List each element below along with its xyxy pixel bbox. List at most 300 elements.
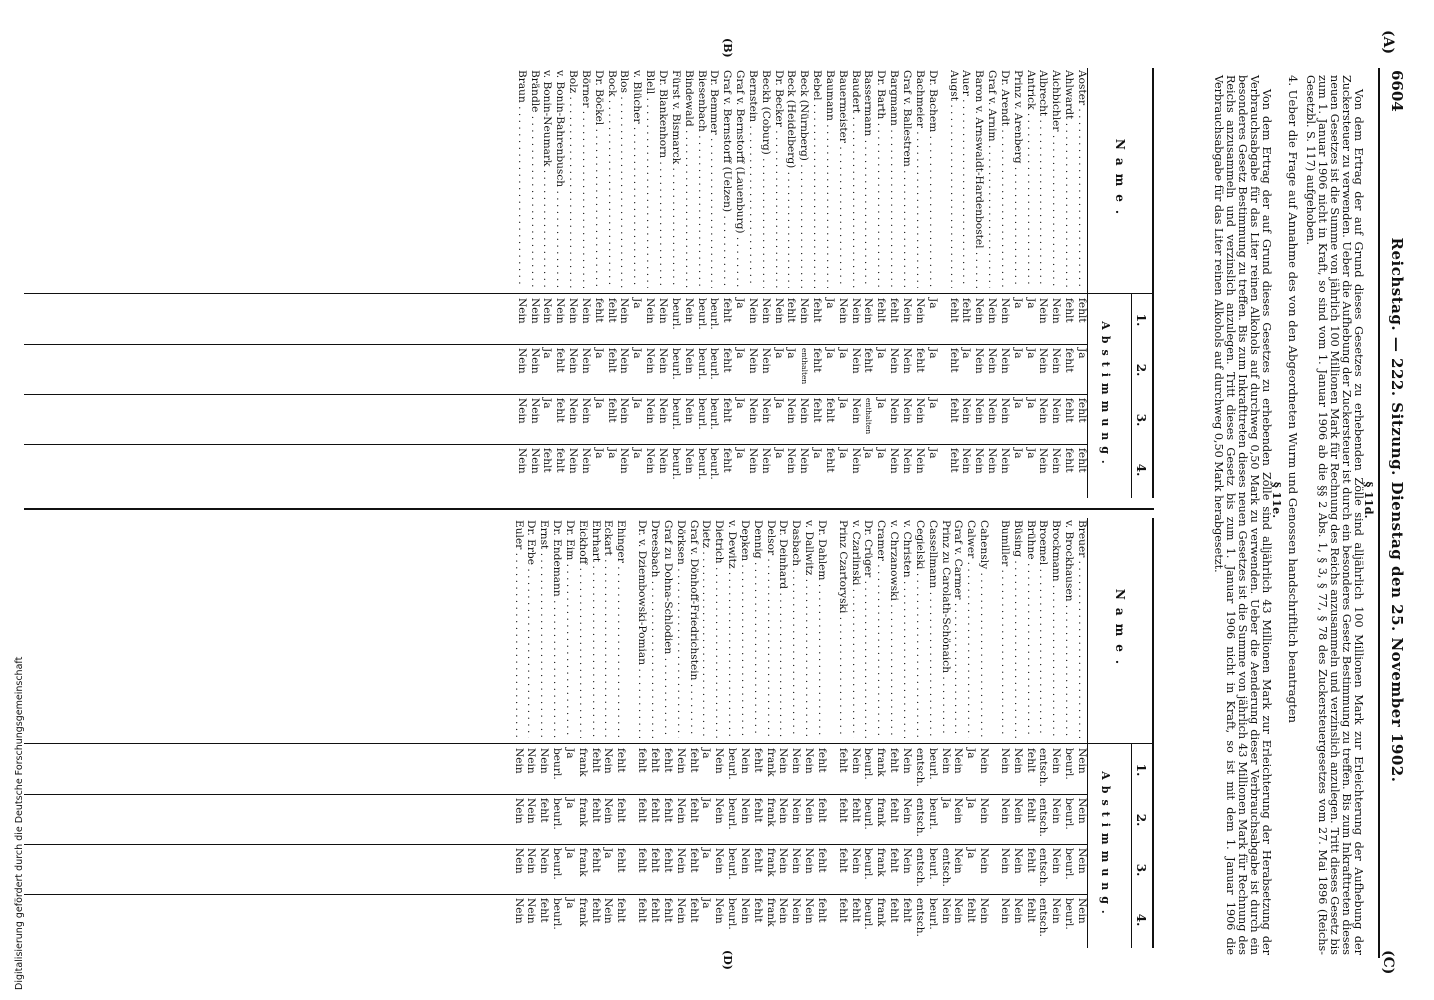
vote-cell-1: fehlt [687, 748, 700, 773]
table-row [614, 518, 627, 948]
member-name: v. Chrzanowski . . . [887, 520, 900, 738]
vote-cell-3: Nein [1011, 848, 1024, 874]
table-row [553, 68, 566, 498]
vote-cell-1: Nein [512, 748, 525, 774]
member-name: v. Bonin-Bahrenbusch . . . [553, 70, 566, 288]
vote-cell-4: beurl. [551, 898, 564, 930]
digitization-note-strip [0, 0, 25, 1000]
vote-cell-2: fehlt [1063, 348, 1076, 373]
vote-cell-2: Nein [682, 348, 695, 374]
vote-cell-3: Nein [713, 848, 726, 874]
vote-cell-2: Nein [777, 798, 790, 824]
column-header-3: 3. [1134, 863, 1148, 877]
member-name: Brändle . . . [528, 70, 541, 288]
column-header-4: 4. [1134, 463, 1148, 477]
vote-cell-3: Ja [700, 848, 713, 859]
vote-cell-3: enthalten [864, 398, 874, 435]
vote-cell-3: Nein [738, 848, 751, 874]
member-name: Bebel . . . [810, 70, 823, 288]
vote-cell-4: Nein [1076, 898, 1088, 924]
vote-cell-4: fehlt [1024, 898, 1037, 923]
vote-cell-3: Nein [986, 398, 999, 424]
vote-cell-3: Nein [528, 398, 541, 424]
vote-cell-4: fehlt [1063, 448, 1076, 473]
member-name: Dennig . . . [751, 520, 764, 738]
vote-cell-3: beurl. [695, 398, 708, 430]
table-row [862, 68, 875, 498]
vote-cell-4: beurl. [726, 898, 739, 930]
column-header-abstimmung: Abstimmung. [1099, 321, 1112, 470]
vote-cell-4: frank [764, 898, 777, 927]
vote-cell-1: Nein [973, 298, 986, 324]
table-row [998, 518, 1011, 948]
vote-cell-2: beurl. [551, 798, 564, 830]
vote-cell-2: Ja [1076, 348, 1088, 359]
table-row [746, 68, 759, 498]
vote-cell-3: Nein [913, 398, 926, 424]
vote-cell-1: Nein [738, 748, 751, 774]
vote-cell-2: beurl. [695, 348, 708, 380]
vote-cell-4: Ja [811, 448, 824, 459]
margin-mark-a: (A) [1380, 30, 1396, 55]
member-name: Aoster . . . [1075, 70, 1088, 288]
vote-cell-3: Ja [965, 848, 978, 859]
vote-cell-1: Nein [682, 298, 695, 324]
vote-cell-2: beurl. [708, 348, 721, 380]
member-name: Bock . . . [605, 70, 618, 288]
table-row [972, 68, 985, 498]
member-name: Eckart . . . [602, 520, 615, 738]
vote-cell-2: beurl. [669, 348, 682, 380]
margin-mark-b: (B) [721, 38, 734, 58]
member-name: v. Christen . . . [900, 520, 913, 738]
vote-cell-4: Ja [734, 448, 747, 459]
vote-rows-left [515, 68, 1088, 498]
member-name: Dr. Endemann . . . [550, 520, 563, 738]
vote-cell-2: fehlt [687, 798, 700, 823]
member-name: Bauermeister . . . [836, 70, 849, 288]
table-row [537, 518, 550, 948]
vote-cell-4: Nein [759, 448, 772, 474]
vote-cell-2: fehlt [849, 798, 862, 823]
header-separator [1131, 293, 1132, 498]
member-name: v. Bonin-Neumark . . . [541, 70, 554, 288]
member-name: Dr. Eim . . . [563, 520, 576, 738]
vote-cell-2: Ja [960, 348, 973, 359]
vote-cell-1: Nein [674, 748, 687, 774]
vote-cell-1: fehlt [1024, 748, 1037, 773]
vote-cell-3: Nein [777, 848, 790, 874]
table-row [900, 68, 913, 498]
vote-cell-3: Nein [888, 398, 901, 424]
vote-cell-1: fehlt [649, 748, 661, 773]
vote-cell-3: Nein [746, 398, 759, 424]
vote-cell-2: fehlt [862, 348, 875, 373]
vote-cell-2: beurl. [1063, 798, 1076, 830]
vote-cell-2: Ja [836, 348, 849, 359]
vote-cell-4: fehlt [649, 898, 661, 923]
vote-cell-4: Nein [973, 448, 986, 474]
vote-cell-4: fehlt [615, 898, 628, 923]
table-row [541, 68, 554, 498]
vote-cell-3: Nein [952, 848, 965, 874]
vote-cell-3: entsch. [939, 848, 952, 887]
table-row [887, 68, 900, 498]
table-row [1075, 518, 1088, 948]
vote-cell-2: fehlt [538, 798, 551, 823]
table-row [913, 518, 926, 948]
vote-cell-4: Nein [998, 448, 1011, 474]
vote-cell-4: fehlt [751, 898, 764, 923]
table-row [630, 68, 643, 498]
column-header-name: Name. [1088, 68, 1152, 294]
column-header-abstimmung: Abstimmung. [1099, 771, 1112, 920]
vote-cell-4: Ja [1024, 448, 1037, 459]
table-row [939, 518, 952, 948]
vote-cell-1: frank [764, 748, 777, 777]
vote-cell-4: fehlt [541, 448, 554, 473]
table-row [605, 68, 618, 498]
vote-cell-3: fehlt [1076, 398, 1088, 423]
vote-cell-1: Nein [803, 748, 816, 774]
member-name: Beck (Heidelberg) . . . [785, 70, 798, 288]
vote-cell-2: Nein [746, 348, 759, 374]
table-row [1049, 68, 1062, 498]
vote-cell-3: Ja [926, 398, 939, 409]
vote-cell-2: Nein [512, 798, 525, 824]
vote-cell-2: Nein [978, 798, 991, 824]
vote-cell-2: Ja [592, 348, 605, 359]
vote-cell-4: Nein [1050, 898, 1063, 924]
vote-cell-3: Nein [759, 398, 772, 424]
vote-cell-4: Nein [978, 898, 991, 924]
vote-cell-1: fehlt [785, 298, 798, 323]
vote-cell-2: Nein [713, 798, 726, 824]
vote-cell-2: fehlt [751, 798, 764, 823]
member-name: v. Czarlinski . . . [849, 520, 862, 738]
member-name: Dr. Bemmer . . . [708, 70, 721, 288]
vote-cell-1: Nein [998, 298, 1011, 324]
member-name: Graf v. Bernstorff (Uelzen) . . . [720, 70, 733, 288]
vote-cell-1: Nein [777, 748, 790, 774]
member-name: Graf v. Dönhoff-Friedrichstein . . . [687, 520, 700, 738]
vote-cell-4: fehlt [849, 898, 862, 923]
table-row [720, 68, 733, 498]
member-name: Baumann . . . [823, 70, 836, 288]
vote-cell-3: beurl. [1063, 848, 1076, 880]
column-header-1: 1. [1134, 763, 1148, 777]
table-row [785, 68, 798, 498]
vote-cell-3: fehlt [589, 848, 602, 873]
table-row [836, 518, 849, 948]
member-name: Bassermann . . . [862, 70, 875, 288]
member-name: Dr. Böckel . . . [592, 70, 605, 288]
table-row [525, 518, 538, 948]
vote-cell-4: fehlt [661, 898, 674, 923]
vote-cell-4: Ja [1011, 448, 1024, 459]
vote-cell-1: beurl. [695, 298, 708, 330]
member-name: Büsing . . . [1011, 520, 1024, 738]
member-name: Dreesbach . . . [648, 520, 661, 738]
vote-cell-3: Nein [1050, 848, 1063, 874]
member-name: Bachmeier . . . [913, 70, 926, 288]
member-name: Graf v. Arnim . . . [985, 70, 998, 288]
member-name: Biesenbach . . . [695, 70, 708, 288]
vote-cell-1: beurl. [1063, 748, 1076, 780]
vote-cell-2: Nein [644, 348, 657, 374]
vote-cell-3: Nein [849, 398, 862, 424]
vote-cell-3: fehlt [1063, 398, 1076, 423]
vote-cell-3: fehlt [811, 398, 824, 423]
vote-cell-1: Nein [541, 298, 554, 324]
vote-cell-4: Nein [986, 448, 999, 474]
member-name: Cramer . . . [875, 520, 888, 738]
vote-cell-4: fehlt [965, 898, 978, 923]
vote-cell-2: Nein [602, 798, 615, 824]
vote-cell-3: Nein [682, 398, 695, 424]
table-row [802, 518, 815, 948]
vote-cell-1: fehlt [811, 298, 824, 323]
vote-cell-2: Ja [1011, 348, 1024, 359]
vote-cell-2: entsch. [913, 798, 926, 837]
vote-cell-2: fehlt [661, 798, 674, 823]
vote-cell-1: Ja [926, 298, 939, 309]
vote-cell-4: fehlt [636, 898, 649, 923]
table-row [759, 68, 772, 498]
member-name: Albrecht . . . [1037, 70, 1050, 288]
vote-cell-2: Nein [657, 348, 669, 374]
table-row [576, 518, 589, 948]
member-name: Dr. Bachem . . . [926, 70, 939, 288]
table-row [643, 68, 656, 498]
column-header-name: Name. [1088, 518, 1152, 744]
vote-cell-2: Ja [631, 348, 644, 359]
vote-cell-3: Nein [579, 398, 592, 424]
member-name: Calwer . . . [964, 520, 977, 738]
vote-cell-3: Ja [563, 848, 576, 859]
vote-cell-3: fehlt [815, 848, 828, 873]
vote-cell-1: Nein [998, 748, 1011, 774]
member-name: Brühne . . . [1024, 520, 1037, 738]
vote-cell-2: fehlt [615, 798, 628, 823]
row-gap [828, 518, 836, 948]
vote-cell-4: Ja [605, 448, 618, 459]
vote-cell-1: entsch. [913, 748, 926, 787]
vote-cell-1: Nein [849, 748, 862, 774]
vote-cell-4: Ja [926, 448, 939, 459]
member-name: Prinz zu Carolath-Schönaich . . . [939, 520, 952, 738]
table-row [738, 518, 751, 948]
vote-cell-4: Nein [567, 448, 580, 474]
vote-cell-1: Ja [965, 748, 978, 759]
table-row [1024, 68, 1037, 498]
table-row [712, 518, 725, 948]
vote-cell-3: Nein [1037, 398, 1050, 424]
member-name: Euler . . . [512, 520, 525, 738]
member-name: Cassellmann . . . [926, 520, 939, 738]
vote-cell-3: beurl. [708, 398, 721, 430]
vote-cell-1: Nein [836, 298, 849, 324]
vote-cell-1: Nein [618, 298, 631, 324]
vote-cell-4: fehlt [947, 448, 960, 473]
vote-cell-1: Nein [986, 298, 999, 324]
table-row [926, 68, 939, 498]
vote-cell-1: beurl. [551, 748, 564, 780]
table-row [515, 68, 528, 498]
vote-cell-4: Nein [798, 448, 811, 474]
section-11e-text [1210, 75, 1272, 955]
vote-cell-4: Ja [862, 448, 875, 459]
vote-cell-1: fehlt [875, 298, 888, 323]
vote-cell-1: Nein [1037, 298, 1050, 324]
member-name: Brockmann . . . [1049, 520, 1062, 738]
table-row [1075, 68, 1088, 498]
vote-cell-3: frank [875, 848, 888, 877]
table-row [815, 518, 828, 948]
member-name: v. Dewitz . . . [725, 520, 738, 738]
column-header-4: 4. [1134, 913, 1148, 927]
vote-cell-1: Nein [525, 748, 538, 774]
vote-cell-4: beurl. [926, 898, 939, 930]
vote-cell-4: fehlt [901, 898, 914, 923]
vote-cell-3: Ja [631, 398, 644, 409]
vote-cell-2: Nein [1011, 798, 1024, 824]
table-row [725, 518, 738, 948]
vote-cell-3: fehlt [721, 398, 734, 423]
vote-cell-4: Nein [579, 448, 592, 474]
vote-cell-1: fehlt [636, 748, 649, 773]
vote-cell-1: Nein [713, 748, 726, 774]
vote-cell-4: fehlt [687, 898, 700, 923]
vote-table-right [24, 518, 1154, 948]
vote-cell-1: Nein [790, 748, 803, 774]
vote-cell-3: Nein [644, 398, 657, 424]
vote-cell-2: Nein [1050, 348, 1063, 374]
section-11e-paragraph: Von dem Ertrag der auf Grund dieses Gesetzes zu erhebenden Zölle sind alljährlich 43 Millionen Mark zur Erleichterung der Herabsetzung der Verbrauchsabgabe für das Liter reinen Alkohols auf durchweg 0,50 Mark zu verwenden. Ueber die Aenderung dieser Verbrauchsabgabe ist durch ein besonderes Gesetz Bestimmung zu treffen. Bis zum Inkrafttreten dieses neuen Gesetzes ist die Summe von jährlich 43 Millionen Mark für Rechnung des Reichs anzusammeln und verzinslich anzulegen. Tritt dieses Gesetz bis zum 1. Januar 1906 nicht in Kraft, so ist mit dem 1. Januar 1906 die Verbrauchsabgabe für das Liter reinen Alkohols auf durchweg 0,50 Mark herabgesetzt. [1212, 75, 1273, 955]
vote-cell-3: Ja [772, 398, 785, 409]
table-row [589, 518, 602, 948]
member-name: Dr. Blankenhorn . . . [656, 70, 669, 288]
vote-cell-2: Nein [618, 348, 631, 374]
vote-cell-4: Nein [849, 448, 862, 474]
vote-cell-2: fehlt [636, 798, 649, 823]
vote-cell-3: beurl. [669, 398, 682, 430]
page-title: Reichstag. — 222. Sitzung. Dienstag den 25. November 1902. [1388, 237, 1406, 783]
vote-cell-3: Ja [592, 398, 605, 409]
vote-cell-1: Ja [563, 748, 576, 759]
section-11d-paragraph: Von dem Ertrag der auf Grund dieses Gesetzes zu erhebenden Zölle sind alljährlich 100 Millionen Mark zur Erleichterung der Aufhebung der Zuckersteuer zu verwenden. Ueber die Aufhebung der Zuckersteuer ist durch ein besonderes Gesetz Bestimmung zu treffen. Bis zum Inkrafttreten dieses neuen Gesetzes ist die Summe von jährlich 100 Millionen Mark für Rechnung des Reichs anzusammeln und verzinslich anzulegen. Tritt dieses Gesetz bis zum 1. Januar 1906 nicht in Kraft, so sind vom 1. Januar 1906 ab die §§ 2 Abs. 1, § 3, § 77, § 78 des Zuckersteuergesetzes vom 27. Mai 1896 (Reichs-Gesetzbl. S. 117) aufgehoben. [1304, 75, 1365, 955]
table-row [985, 68, 998, 498]
vote-cell-1: Nein [579, 298, 592, 324]
table-row [751, 518, 764, 948]
member-name: Dr. Erbe . . . [525, 520, 538, 738]
vote-cell-4: Nein [888, 448, 901, 474]
vote-cell-2: Nein [579, 348, 592, 374]
member-name: Prinz v. Arenberg . . . [1011, 70, 1024, 288]
member-name: Graf v. Bernstorff (Lauenburg) . . . [733, 70, 746, 288]
member-name: Ehrhart . . . [589, 520, 602, 738]
vote-cell-2: enthalten [800, 348, 810, 385]
vote-cell-2: Nein [528, 348, 541, 374]
vote-cell-4: Nein [1050, 448, 1063, 474]
vote-cell-2: fehlt [836, 798, 849, 823]
vote-cell-2: Nein [973, 348, 986, 374]
vote-cell-2: Ja [875, 348, 888, 359]
member-name: Augst . . . [947, 70, 960, 288]
vote-cell-3: fehlt [615, 848, 628, 873]
vote-cell-3: Ja [875, 398, 888, 409]
vote-cell-4: beurl. [695, 448, 708, 480]
member-name: Delsor . . . [764, 520, 777, 738]
vote-cell-3: Nein [849, 848, 862, 874]
vote-cell-1: fehlt [605, 298, 618, 323]
table-row [900, 518, 913, 948]
member-name: Dr. Dahlem . . . [815, 520, 828, 738]
vote-cell-4: Nein [790, 898, 803, 924]
vote-cell-3: Nein [1076, 848, 1088, 874]
vote-cell-1: Ja [1024, 298, 1037, 309]
vote-cell-2: Nein [1050, 798, 1063, 824]
vote-cell-4: Nein [618, 448, 631, 474]
vote-cell-3: frank [764, 848, 777, 877]
vote-cell-2: beurl. [862, 798, 875, 830]
vote-cell-4: Nein [602, 898, 615, 924]
member-name: Cahensly . . . [977, 520, 990, 738]
table-row [823, 68, 836, 498]
table-row [772, 68, 785, 498]
vote-cell-4: Nein [952, 898, 965, 924]
vote-cell-3: Nein [512, 848, 525, 874]
vote-cell-2: Nein [952, 798, 965, 824]
member-name: Broemel . . . [1037, 520, 1050, 738]
vote-cell-3: beurl. [726, 848, 739, 880]
member-name: Bindewald . . . [682, 70, 695, 288]
table-row [1062, 68, 1075, 498]
table-row [964, 518, 977, 948]
vote-cell-1: fehlt [888, 298, 901, 323]
vote-cell-4: Nein [998, 898, 1011, 924]
vote-rows-right [512, 518, 1088, 948]
vote-cell-1: Ja [700, 748, 713, 759]
vote-cell-4: frank [875, 898, 888, 927]
vote-cell-4: fehlt [721, 448, 734, 473]
section-11d-heading: § 11d. [1362, 481, 1376, 519]
member-name: Dietrich . . . [712, 520, 725, 738]
table-row [602, 518, 615, 948]
vote-cell-2: fehlt [649, 798, 661, 823]
table-row [733, 68, 746, 498]
member-name: Eickhoff . . . [576, 520, 589, 738]
vote-cell-2: Nein [738, 798, 751, 824]
vote-cell-3: Ja [1011, 398, 1024, 409]
column-header-2: 2. [1134, 813, 1148, 827]
vote-cell-2: fehlt [913, 348, 926, 373]
vote-cell-4: Nein [738, 898, 751, 924]
table-row [862, 518, 875, 948]
vote-cell-1: frank [576, 748, 589, 777]
member-name: Ehinger . . . [614, 520, 627, 738]
vote-cell-2: Ja [563, 798, 576, 809]
table-row [998, 68, 1011, 498]
vote-cell-3: beurl. [862, 848, 875, 880]
vote-cell-1: Nein [1050, 748, 1063, 774]
vote-cell-4: Nein [528, 448, 541, 474]
question-text: 4. Ueber die Frage auf Annahme des von den Abgeordneten Wurm und Genossen handschriftlich beantragten [1286, 75, 1300, 723]
vote-cell-2: Ja [926, 348, 939, 359]
table-row [661, 518, 674, 948]
vote-cell-4: fehlt [888, 898, 901, 923]
vote-cell-2: Nein [849, 348, 862, 374]
